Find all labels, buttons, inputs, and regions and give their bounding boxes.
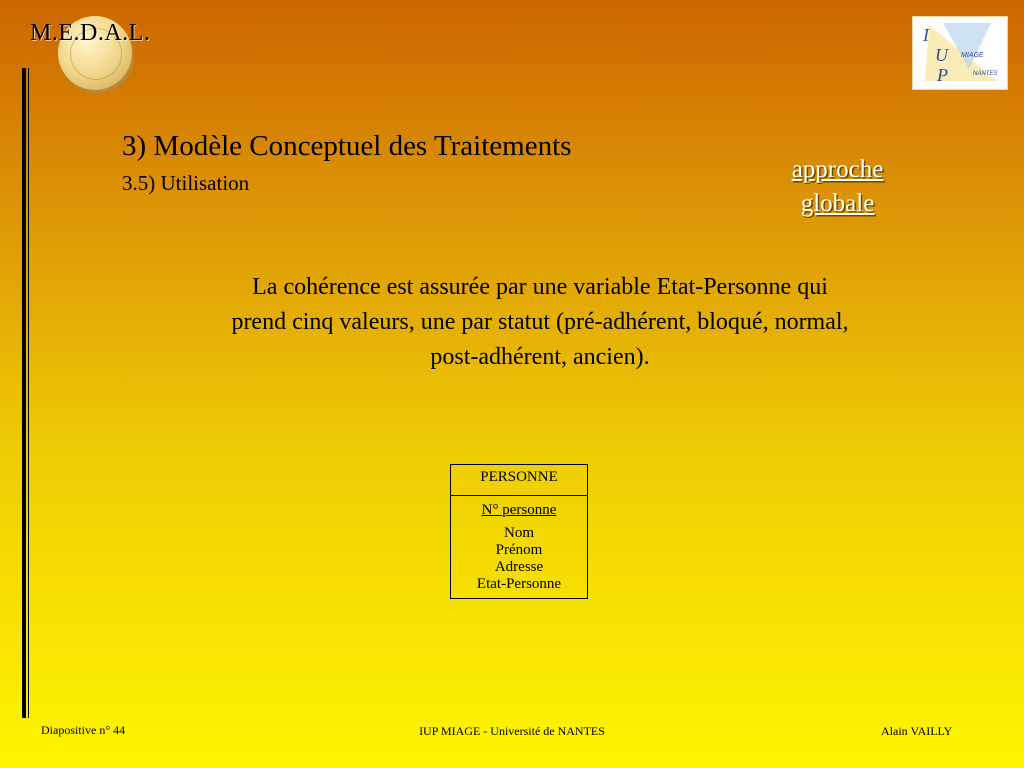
iup-miage-logo [913, 17, 1007, 89]
entity-attributes [451, 496, 587, 593]
link-line-2: globale [800, 190, 875, 217]
svg-text:P: P [937, 65, 948, 85]
svg-text:I: I [923, 25, 929, 45]
entity-name: PERSONNE [451, 465, 587, 496]
entity-attribute: Etat-Personne [476, 576, 562, 592]
link-line-1: approche [791, 156, 884, 183]
entity-attribute: Prénom [495, 542, 543, 558]
entity-personne-box [450, 464, 588, 599]
left-vertical-rule-thick [22, 68, 26, 718]
footer-slide-number: Diapositive n° 44 [41, 723, 126, 737]
svg-text:NANTES: NANTES [973, 71, 998, 77]
footer-author: Alain VAILLY [881, 724, 953, 738]
footer-institution: IUP MIAGE - Université de NANTES [419, 724, 605, 738]
svg-text:MIAGE: MIAGE [961, 52, 984, 59]
body-paragraph [160, 270, 920, 375]
body-line-2: prend cinq valeurs, une par statut (pré-adhérent, bloqué, normal, [231, 309, 849, 335]
body-line-1: La cohérence est assurée par une variable Etat-Personne qui [252, 274, 828, 300]
medal-logo-text: M.E.D.A.L. [30, 20, 151, 46]
entity-attribute: Nom [504, 525, 534, 541]
slide-subtitle: 3.5) Utilisation [122, 171, 250, 195]
svg-text:U: U [935, 45, 948, 65]
left-vertical-rule-thin [28, 68, 29, 718]
entity-attribute: Adresse [494, 559, 544, 575]
approche-globale-link[interactable] [770, 153, 905, 221]
slide-title: 3) Modèle Conceptuel des Traitements [122, 130, 572, 162]
body-line-3: post-adhérent, ancien). [430, 344, 650, 370]
entity-key-attribute: N° personne [481, 502, 557, 518]
